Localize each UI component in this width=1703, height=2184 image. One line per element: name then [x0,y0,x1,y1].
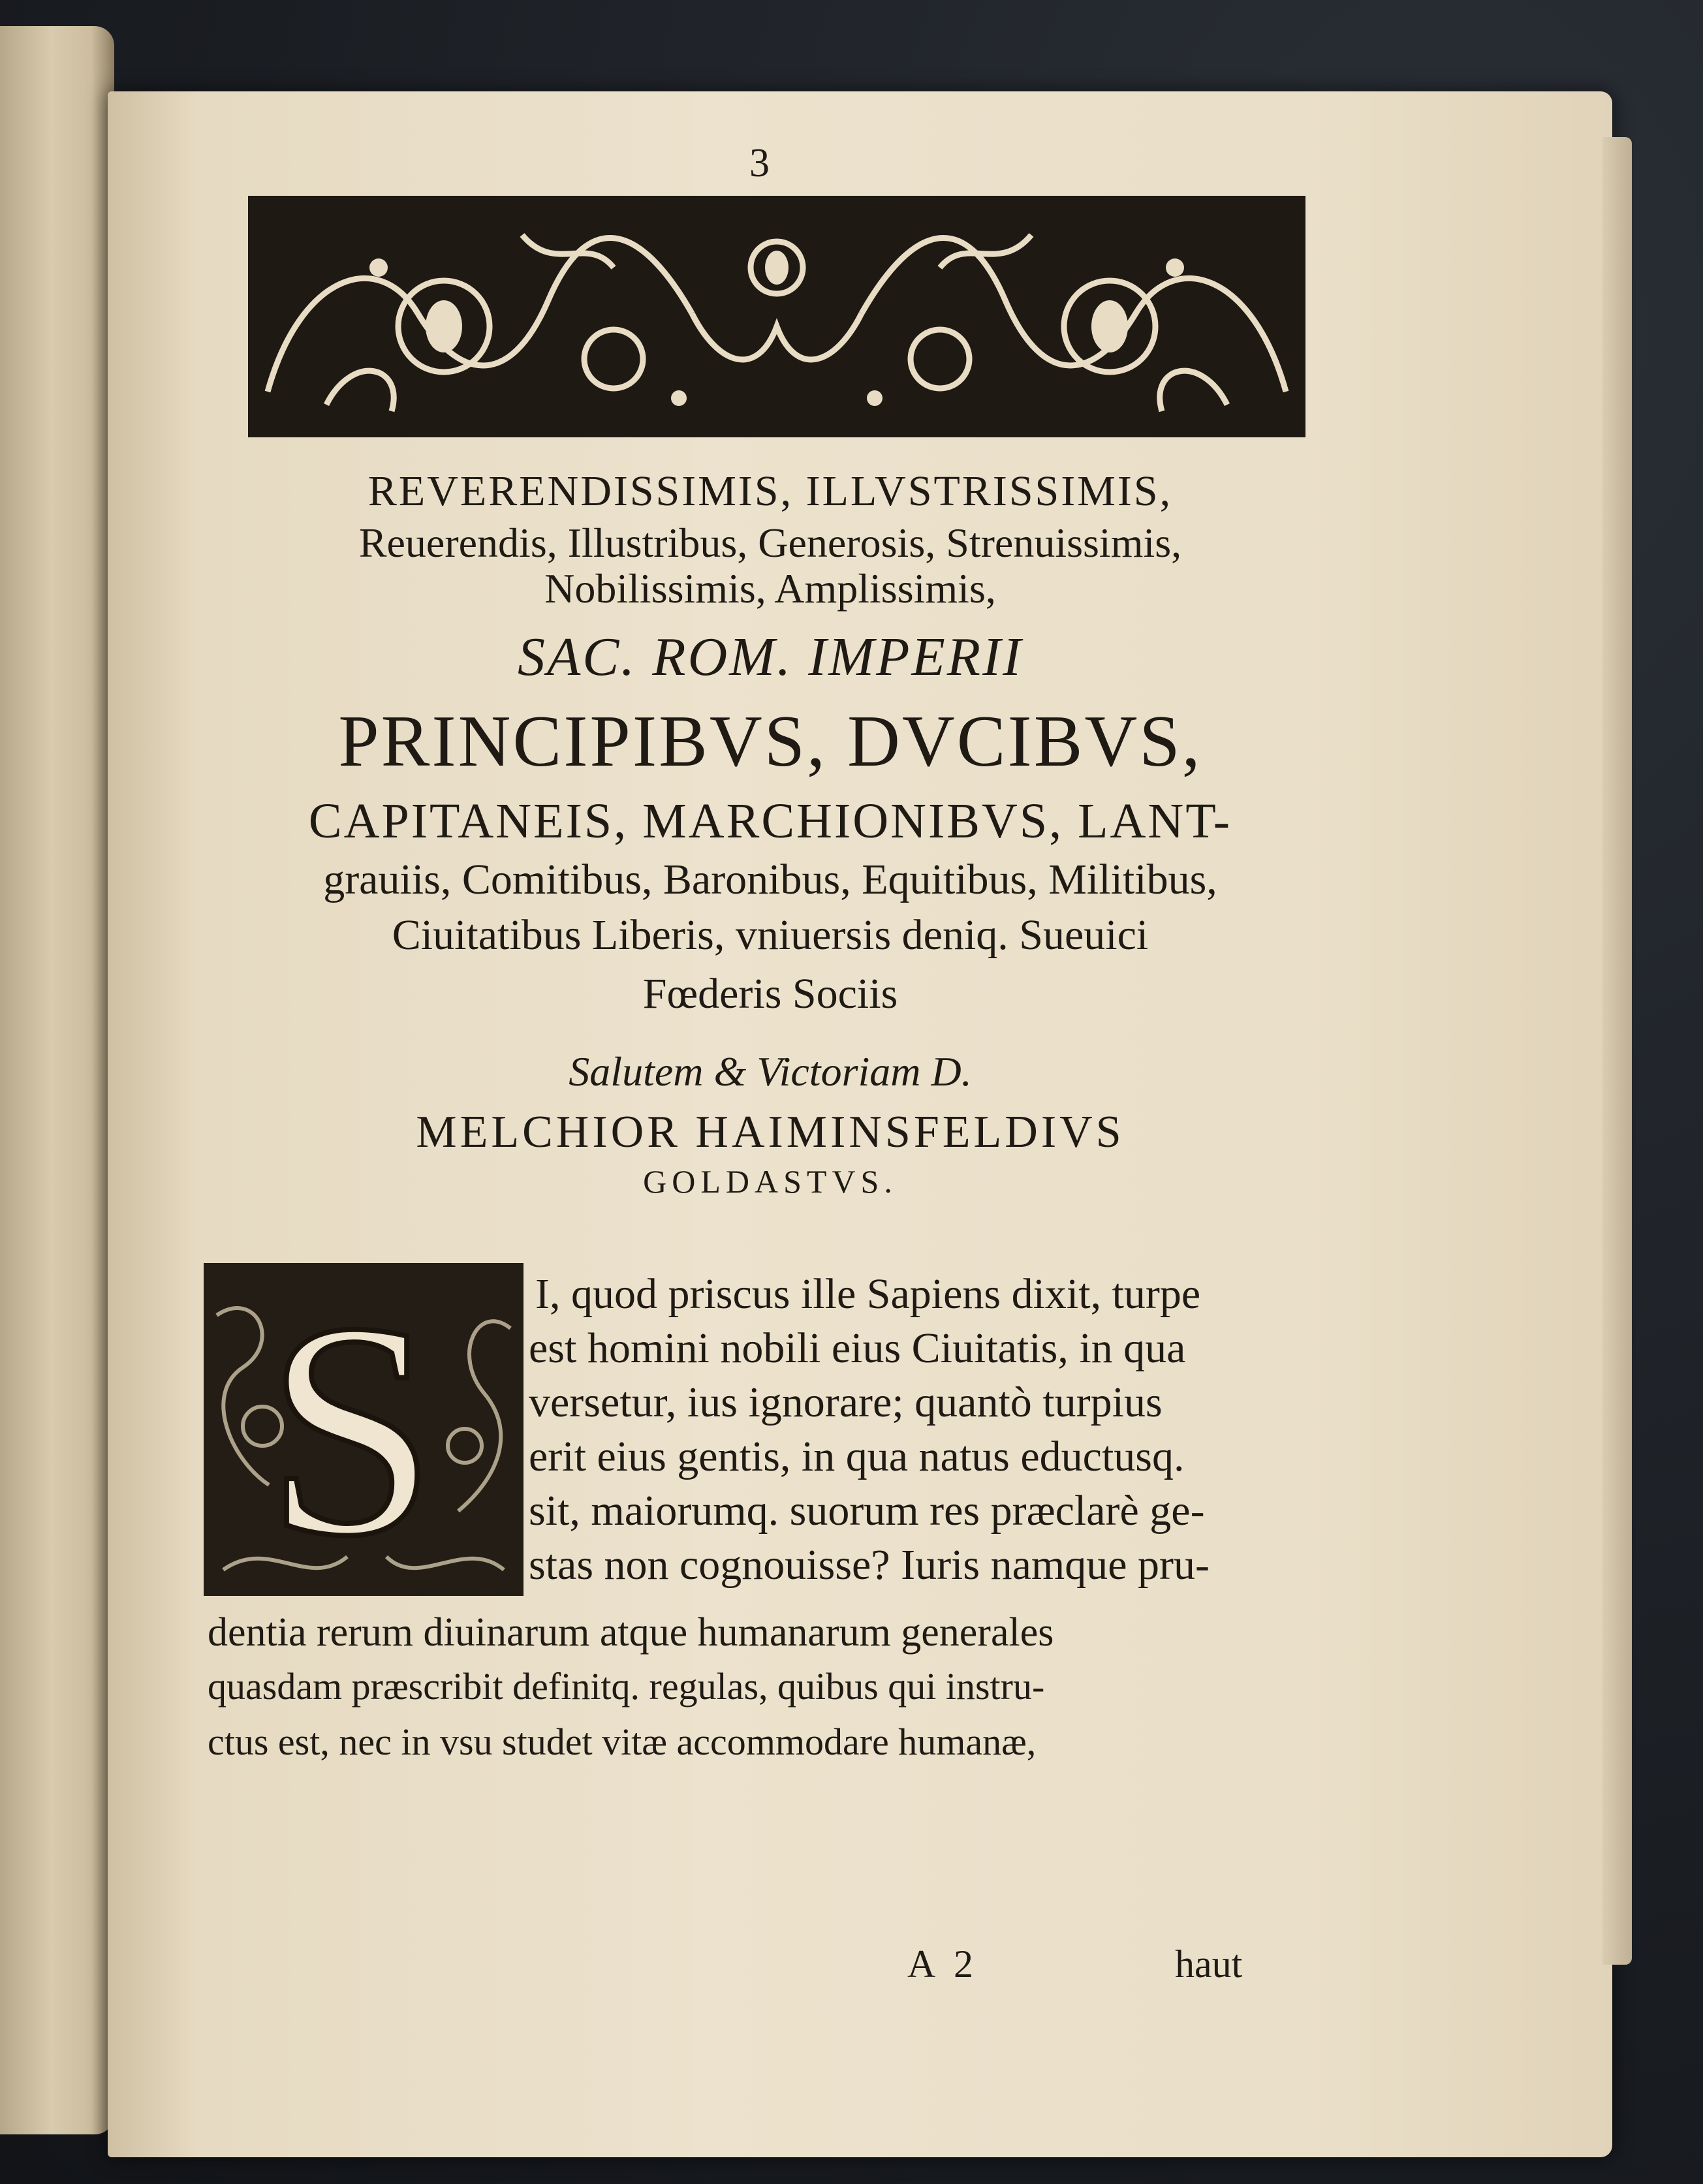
body-line-5: sit, maiorumq. suorum res præclarè ge- [529,1487,1205,1535]
page-number: 3 [749,141,770,185]
salutation: Salutem & Victoriam D. [569,1048,972,1095]
author-name: MELCHIOR HAIMINSFELDIVS [416,1107,1125,1157]
signature-mark: A 2 [907,1942,979,1986]
initial-letter: S [266,1263,437,1596]
body-line-2: est homini nobili eius Ciuitatis, in qua [529,1324,1186,1372]
heading-line-1: REVERENDISSIMIS, ILLVSTRISSIMIS, [367,467,1173,515]
author-surname: GOLDASTVS. [643,1163,898,1200]
heading-line-8: Ciuitatibus Liberis, vniuersis deniq. Sueuici [392,911,1149,959]
body-line-8: quasdam præscribit definitq. regulas, quibus qui instru- [208,1665,1045,1708]
body-line-9: ctus est, nec in vsu studet vitæ accommodare humanæ, [208,1721,1037,1763]
ornamental-headpiece [248,196,1305,437]
body-line-3: versetur, ius ignorare; quantò turpius [529,1379,1163,1426]
body-line-7: dentia rerum diuinarum atque humanarum generales [208,1610,1054,1655]
decorated-initial [204,1263,523,1596]
left-page-edge [0,26,114,2134]
heading-line-3: Nobilissimis, Amplissimis, [544,565,996,612]
heading-line-2: Reuerendis, Illustribus, Generosis, Strenuissimis, [358,520,1182,566]
body-line-4: erit eius gentis, in qua natus eductusq. [529,1433,1185,1480]
body-line-6: stas non cognouisse? Iuris namque pru- [529,1541,1210,1589]
catchword: haut [1175,1942,1243,1986]
heading-line-6: CAPITANEIS, MARCHIONIBVS, LANT- [308,794,1232,849]
body-line-1: I, quod priscus ille Sapiens dixit, turpe [535,1270,1201,1318]
page-fore-edge [1602,137,1632,1965]
heading-line-4: SAC. ROM. IMPERII [517,627,1023,687]
heading-line-5: PRINCIPIBVS, DVCIBVS, [338,701,1202,782]
heading-line-7: grauiis, Comitibus, Baronibus, Equitibus, Militibus, [323,856,1217,903]
heading-line-9: Fœderis Sociis [642,970,898,1018]
